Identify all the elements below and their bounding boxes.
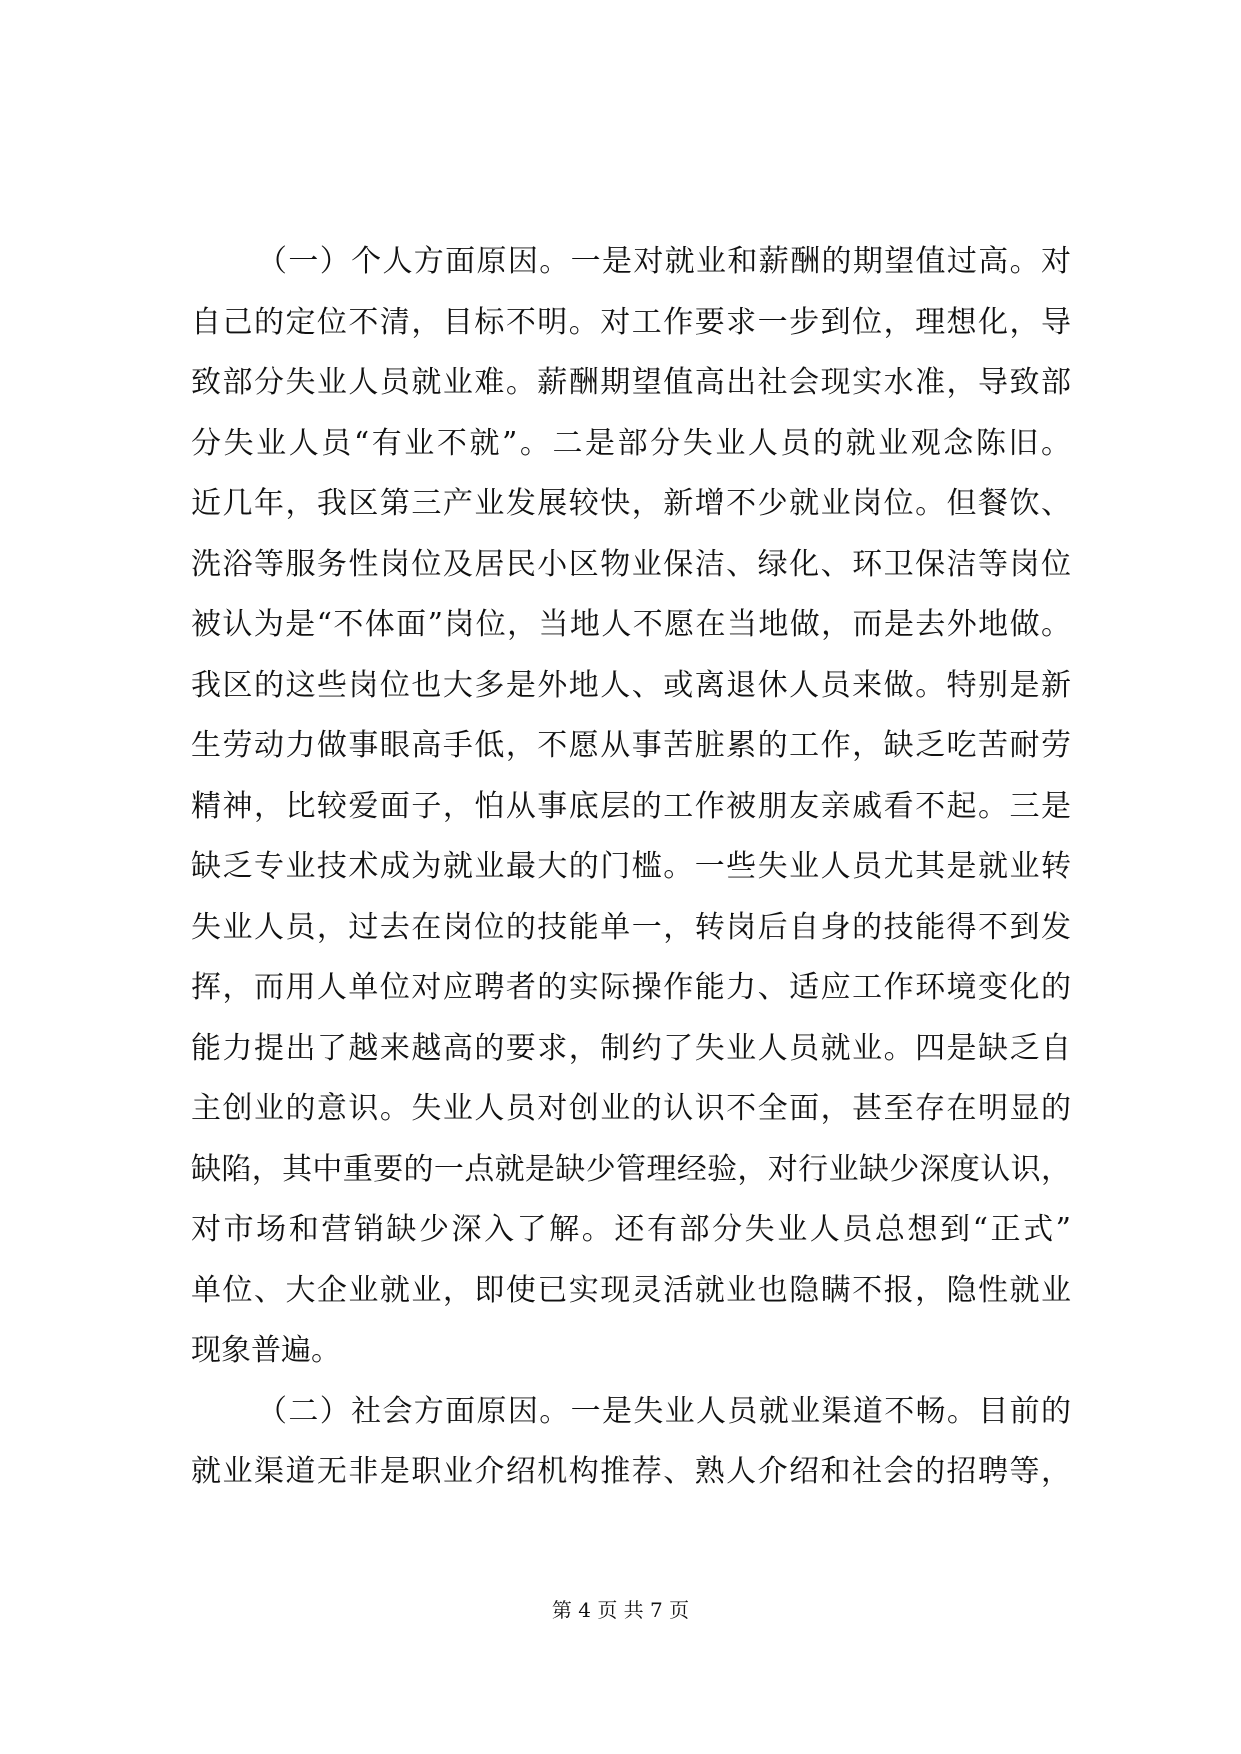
page-number-footer: 第 4 页 共 7 页	[551, 1598, 690, 1622]
paragraph-line: 分失业人员“有业不就”。二是部分失业人员的就业观念陈旧。	[191, 425, 1071, 461]
paragraph-line: 被认为是“不体面”岗位，当地人不愿在当地做，而是去外地做。	[191, 607, 1071, 642]
paragraph-social-reasons	[191, 1382, 1071, 1503]
paragraph-line: 致部分失业人员就业难。薪酬期望值高出社会现实水准，导致部	[191, 365, 1071, 400]
paragraph-line: 我区的这些岗位也大多是外地人、或离退休人员来做。特别是新	[191, 667, 1071, 703]
paragraph-line: 单位、大企业就业，即使已实现灵活就业也隐瞒不报，隐性就业	[191, 1272, 1071, 1308]
document-body	[191, 232, 1071, 1503]
paragraph-line: 精神，比较爱面子，怕从事底层的工作被朋友亲戚看不起。三是	[191, 788, 1071, 824]
paragraph-line: 缺乏专业技术成为就业最大的门槛。一些失业人员尤其是就业转	[191, 849, 1071, 884]
paragraph-line: 洗浴等服务性岗位及居民小区物业保洁、绿化、环卫保洁等岗位	[191, 546, 1071, 582]
paragraph-line: 能力提出了越来越高的要求，制约了失业人员就业。四是缺乏自	[191, 1030, 1071, 1066]
paragraph-line: 现象普遍。	[191, 1333, 341, 1368]
paragraph-line: 对市场和营销缺少深入了解。还有部分失业人员总想到“正式”	[191, 1212, 1071, 1247]
paragraph-line: （一）个人方面原因。一是对就业和薪酬的期望值过高。对	[257, 244, 1071, 279]
paragraph-line: 近几年，我区第三产业发展较快，新增不少就业岗位。但餐饮、	[191, 486, 1071, 521]
paragraph-line: 失业人员，过去在岗位的技能单一，转岗后自身的技能得不到发	[191, 909, 1071, 945]
paragraph-line: 生劳动力做事眼高手低，不愿从事苦脏累的工作，缺乏吃苦耐劳	[191, 728, 1071, 763]
paragraph-line: 缺陷，其中重要的一点就是缺少管理经验，对行业缺少深度认识，	[191, 1151, 1071, 1187]
paragraph-line: 挥，而用人单位对应聘者的实际操作能力、适应工作环境变化的	[191, 970, 1071, 1005]
paragraph-line: 主创业的意识。失业人员对创业的认识不全面，甚至存在明显的	[191, 1091, 1071, 1126]
paragraph-line: （二）社会方面原因。一是失业人员就业渠道不畅。目前的	[257, 1393, 1071, 1429]
paragraph-individual-reasons	[191, 232, 1071, 1382]
paragraph-line: 自己的定位不清，目标不明。对工作要求一步到位，理想化，导	[191, 304, 1071, 340]
paragraph-line: 就业渠道无非是职业介绍机构推荐、熟人介绍和社会的招聘等，	[191, 1454, 1071, 1489]
